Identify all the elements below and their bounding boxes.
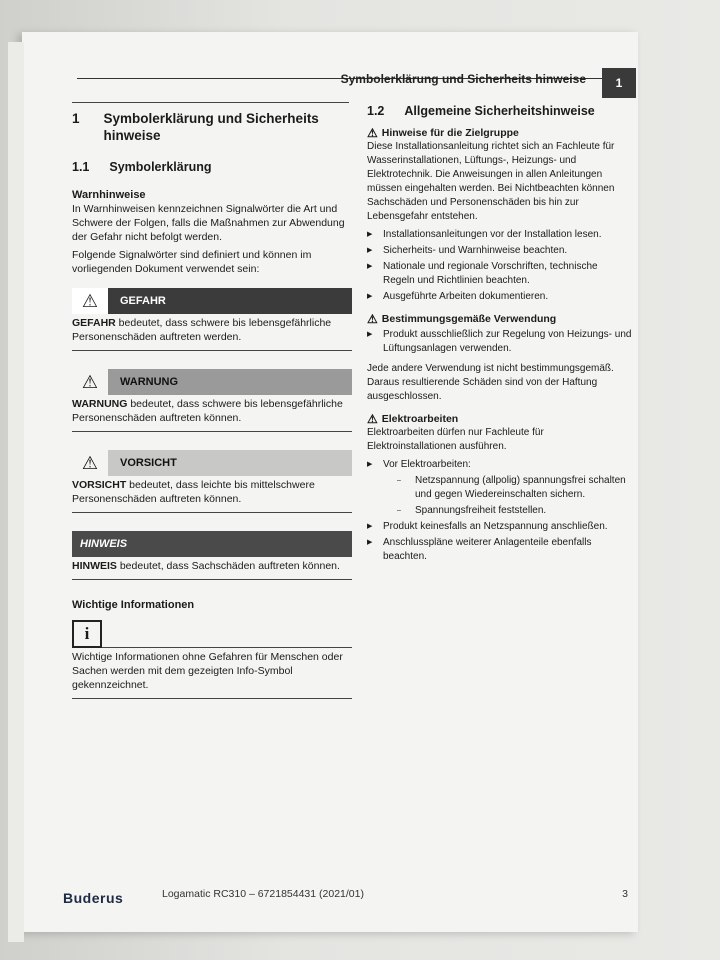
list-item: ▶ Produkt keinesfalls an Netzspannung anschließen. — [367, 520, 632, 534]
subsection-number: 1.1 — [72, 160, 90, 174]
signalwoerter-paragraph: Folgende Signalwörter sind definiert und können im vorliegenden Dokument verwendet sein: — [72, 249, 312, 275]
warnung-text: bedeutet, dass schwere bis lebensgefährliche Personenschäden auftreten können. — [72, 398, 343, 424]
info-symbol-row — [72, 620, 352, 648]
list-item: ▶ Anschlusspläne weiterer Anlagenteile ebenfalls beachten. — [367, 536, 632, 564]
section-number: 1 — [72, 111, 80, 126]
gefahr-description — [72, 316, 352, 351]
warning-triangle-icon: ⚠ — [72, 369, 108, 395]
warnung-keyword: WARNUNG — [72, 398, 128, 410]
document-reference: Logamatic RC310 – 6721854431 (2021/01) — [162, 888, 364, 900]
gefahr-text: bedeutet, dass schwere bis lebensgefährliche Personenschäden auftreten werden. — [72, 317, 332, 343]
warning-triangle-icon: ⚠ — [72, 450, 108, 476]
hinweis-description — [72, 559, 352, 580]
list-item: – Spannungsfreiheit feststellen. — [383, 504, 632, 518]
warning-triangle-icon: ⚠ — [367, 312, 378, 326]
warnhinweise-heading: Warnhinweise — [72, 189, 146, 201]
zielgruppe-paragraph: Diese Installationsanleitung richtet sich an Fachleute für Wasserinstallationen, Lüftungs-, Heizungs- und Elektrotechnik. Die Anweisungen in allen Anleitungen müssen eingehalten werden. Bei Nichtbeachten können Sachschäden und Personenschäden bis hin zur Lebensgefahr entstehen. — [367, 141, 615, 222]
right-column — [367, 104, 632, 570]
elektro-sublist — [383, 474, 632, 518]
warnung-label: WARNUNG — [120, 376, 179, 388]
warnhinweise-paragraph: In Warnhinweisen kennzeichnen Signalwörter die Art und Schwere der Folgen, falls die Maßnahmen zur Abwendung der Gefahr nicht befolgt werden. — [72, 203, 345, 243]
elektro-list — [367, 458, 632, 564]
vorsicht-keyword: VORSICHT — [72, 479, 127, 491]
hinweis-label: HINWEIS — [80, 538, 128, 550]
list-item: ▶ Ausgeführte Arbeiten dokumentieren. — [367, 290, 632, 304]
document-page — [22, 32, 638, 932]
zielgruppe-heading: ⚠ Hinweise für die Zielgruppe — [367, 126, 519, 140]
list-item: ▶ Installationsanleitungen vor der Installation lesen. — [367, 228, 632, 242]
section-1-1-heading — [72, 160, 352, 174]
section-title: Symbolerklärung und Sicherheits hinweise — [103, 111, 319, 143]
vorsicht-text: bedeutet, dass leichte bis mittelschwere Personenschäden auftreten können. — [72, 479, 315, 505]
warning-triangle-icon: ⚠ — [72, 288, 108, 314]
info-icon: i — [72, 620, 102, 648]
hinweis-keyword: HINWEIS — [72, 560, 117, 572]
vorsicht-label: VORSICHT — [120, 457, 177, 469]
section-1-heading — [72, 110, 352, 144]
gefahr-banner — [72, 288, 352, 314]
wichtige-informationen-heading: Wichtige Informationen — [72, 599, 195, 611]
list-item: ▶ Sicherheits- und Warnhinweise beachten. — [367, 244, 632, 258]
running-header: Symbolerklärung und Sicherheits hinweise — [340, 72, 586, 86]
zielgruppe-list — [367, 228, 632, 304]
buderus-logo: Buderus — [63, 890, 124, 906]
page-edge — [8, 42, 24, 942]
section-1-2-heading — [367, 104, 632, 118]
subsection-title: Allgemeine Sicherheitshinweise — [404, 104, 595, 118]
bestimmung-paragraph: Jede andere Verwendung ist nicht bestimmungsgemäß. Daraus resultierende Schäden sind von der Haftung ausgeschlossen. — [367, 363, 614, 402]
warnung-banner — [72, 369, 352, 395]
bestimmung-list — [367, 328, 632, 356]
gefahr-keyword: GEFAHR — [72, 317, 116, 329]
warnung-description — [72, 397, 352, 432]
hinweis-banner — [72, 531, 352, 557]
list-item: ▶ Nationale und regionale Vorschriften, technische Regeln und Richtlinien beachten. — [367, 260, 632, 288]
subsection-title: Symbolerklärung — [109, 160, 212, 174]
subsection-number: 1.2 — [367, 104, 385, 118]
elektroarbeiten-heading: ⚠ Elektroarbeiten — [367, 412, 459, 426]
left-column — [72, 100, 352, 699]
bestimmungsgemaesse-verwendung-heading: ⚠ Bestimmungsgemäße Verwendung — [367, 312, 557, 326]
wichtige-informationen-text: Wichtige Informationen ohne Gefahren für Menschen oder Sachen werden mit dem gezeigten Info-Symbol gekennzeichnet. — [72, 650, 352, 699]
hinweis-text: bedeutet, dass Sachschäden auftreten können. — [116, 560, 340, 572]
chapter-tab: 1 — [602, 68, 636, 98]
elektroarbeiten-paragraph: Elektroarbeiten dürfen nur Fachleute für Elektroinstallationen ausführen. — [367, 427, 544, 452]
vorsicht-description — [72, 478, 352, 513]
list-item: – Netzspannung (allpolig) spannungsfrei schalten und gegen Wiedereinschalten sichern. — [383, 474, 632, 502]
page-number: 3 — [622, 888, 628, 900]
vorsicht-banner — [72, 450, 352, 476]
warning-triangle-icon: ⚠ — [367, 412, 378, 426]
gefahr-label: GEFAHR — [120, 295, 166, 307]
list-item: ▶ Produkt ausschließlich zur Regelung von Heizungs- und Lüftungsanlagen verwenden. — [367, 328, 632, 356]
list-item: ▶ Vor Elektroarbeiten: – Netzspannung (allpolig) spannungsfrei schalten und gegen Wiedereinschalten sichern. – Spannungsfreiheit feststellen. — [367, 458, 632, 518]
info-rule — [102, 647, 352, 648]
warning-triangle-icon: ⚠ — [367, 126, 378, 140]
